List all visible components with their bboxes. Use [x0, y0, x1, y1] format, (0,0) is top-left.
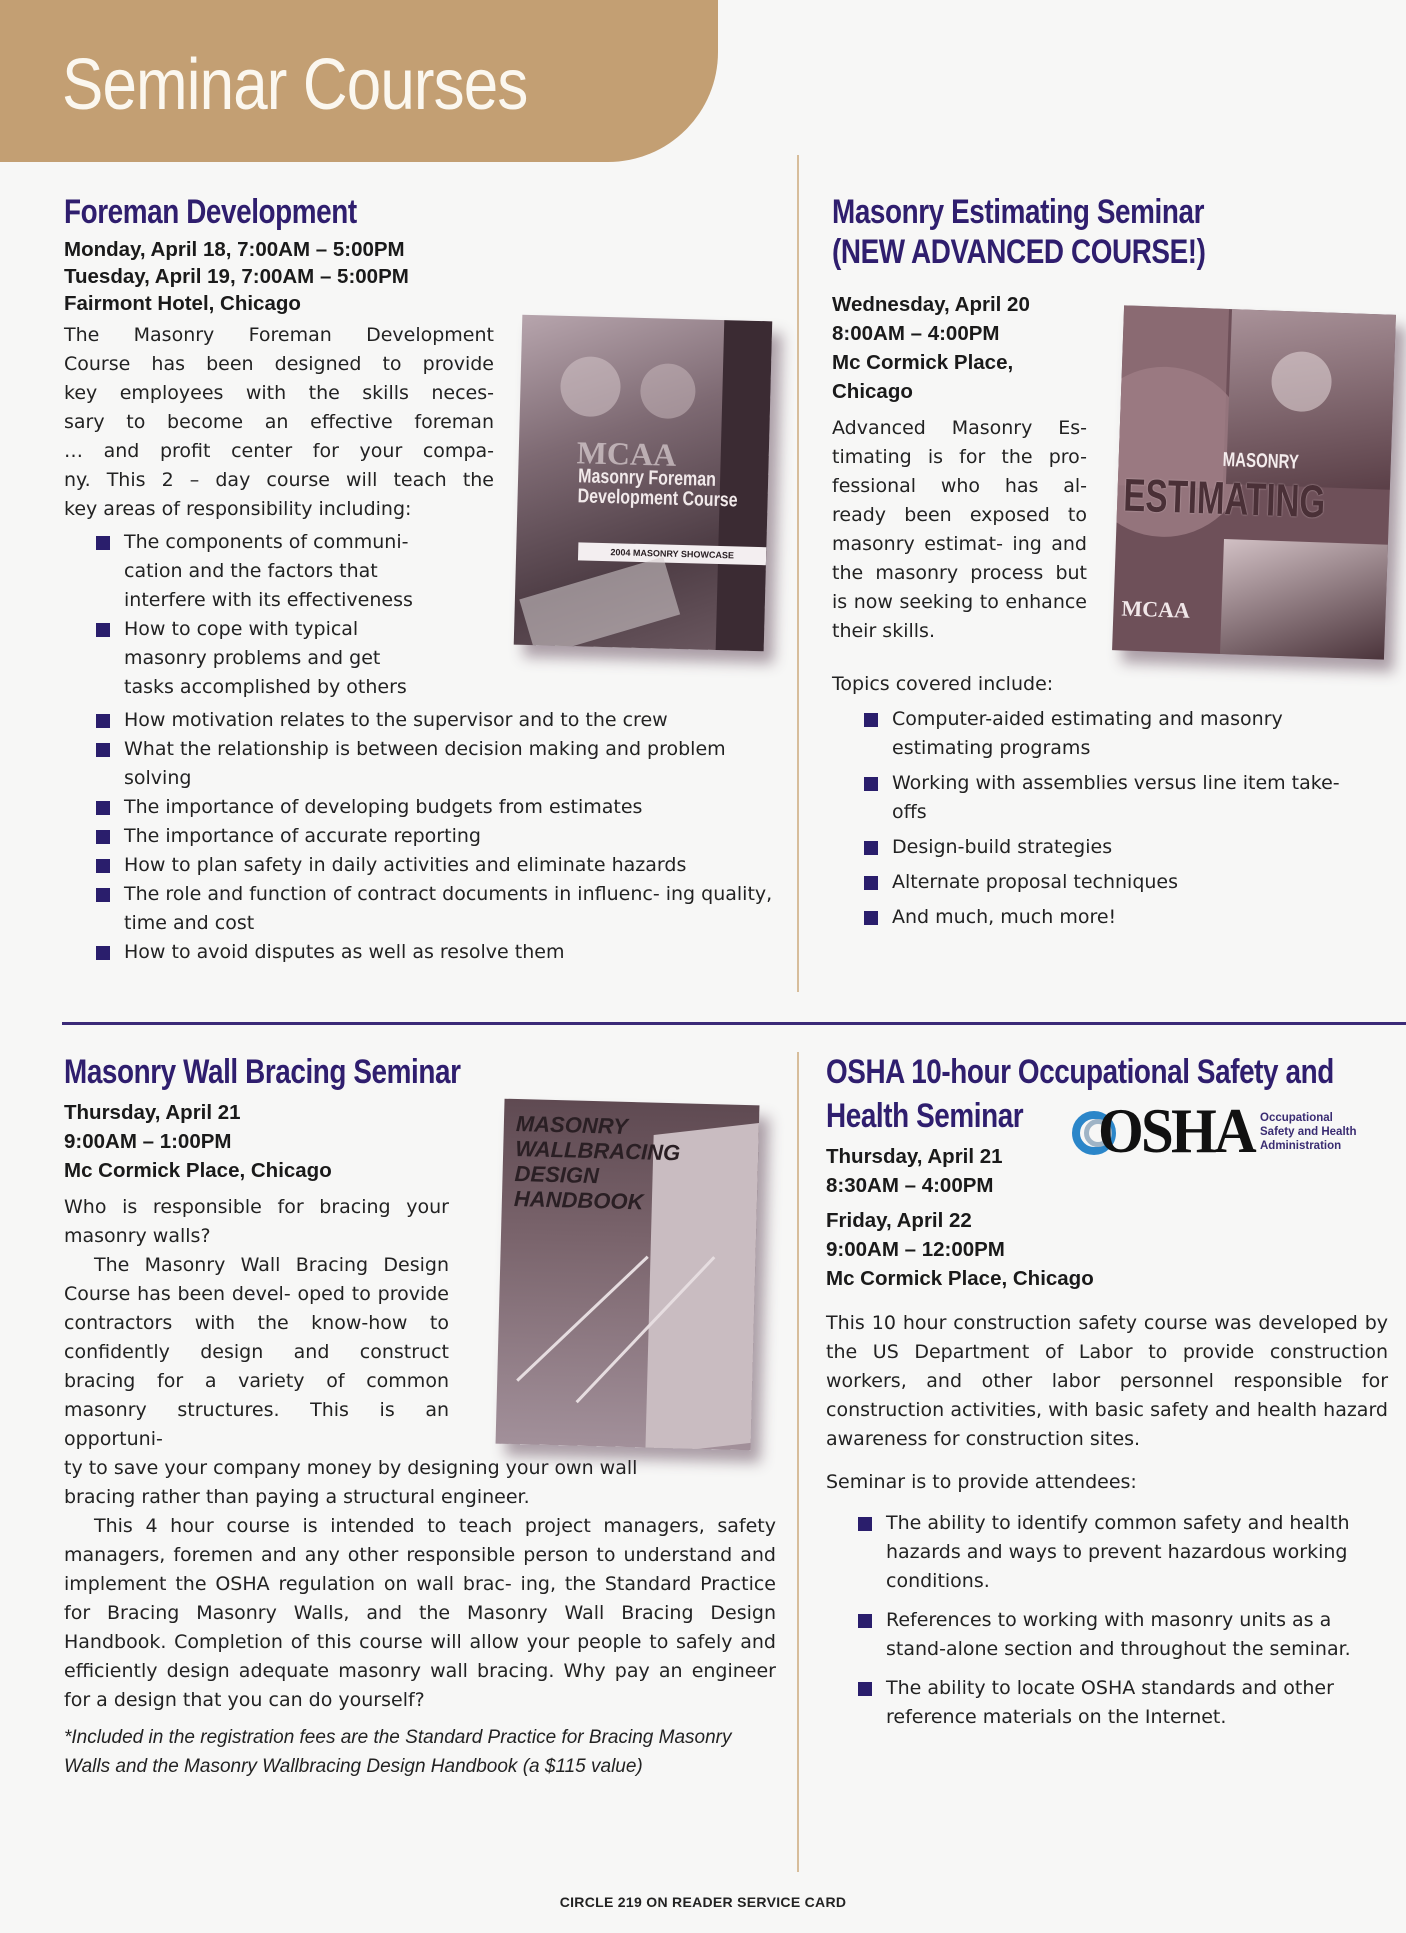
intro-line: Course has been designed to provide [64, 353, 494, 375]
book-strip: 2004 MASONRY SHOWCASE [578, 542, 766, 565]
intro-line: sary to become an effective foreman [64, 411, 494, 433]
worker-figure [640, 363, 696, 419]
blueprint-roll [519, 557, 680, 651]
book-title-line: Masonry Foreman [577, 465, 717, 491]
topics-label: Topics covered include: [832, 673, 1054, 695]
list-item: References to working with masonry units as a stand-alone section and throughout the seminar. [854, 1606, 1374, 1664]
intro: Advanced Masonry Es- timating is for the pro- fessional who has al- ready been exposed to masonry estimat- ing and the masonry process but is now seeking to enhance their skills. [832, 417, 1087, 642]
osha-logo [1072, 1095, 1402, 1166]
paragraph: This 10 hour construction safety course was developed by the US Department of Labor to provide construction workers, and other labor personnel responsible for construction activities, with basic safety and health hazard awareness for construction sites. [826, 1312, 1388, 1450]
paragraph: This 4 hour course is intended to teach project managers, safety managers, foremen and any other responsible person to understand and implement the OSHA regulation on wall brac- ing, the Standard Practice for Bracing Masonry Walls, and the Masonry Wall Bracing Design Handbook. Completion of this course will allow your people to safely and efficiently design adequate masonry wall bracing. Why pay an engineer for a design that you can do yourself? [64, 1515, 776, 1711]
brace-line [516, 1256, 649, 1382]
list-item: How motivation relates to the supervisor and to the crew [92, 706, 792, 735]
schedule [64, 236, 784, 317]
schedule-line: 8:00AM – 4:00PM [832, 322, 1000, 345]
foreman-book-cover [514, 315, 773, 651]
paragraph: The Masonry Wall Bracing Design Course has been devel- oped to provide contractors with the know-how to confidently design and construct bracing for a variety of common masonry structures. This is an opportuni- [64, 1254, 449, 1450]
list-item: And much, much more! [860, 903, 1370, 932]
schedule [826, 1206, 1396, 1293]
osha-logo-subtitle [1260, 1111, 1357, 1153]
list-item: The ability to locate OSHA standards and other reference materials on the Internet. [854, 1674, 1374, 1732]
list-item: The ability to identify common safety and health hazards and ways to prevent hazardous working conditions. [854, 1509, 1374, 1596]
reader-service-footer: CIRCLE 219 ON READER SERVICE CARD [559, 1894, 847, 1910]
venue: Mc Cormick Place, Chicago [64, 1159, 332, 1182]
venue: Mc Cormick Place, Chicago [826, 1267, 1094, 1290]
schedule-line: 8:30AM – 4:00PM [826, 1174, 994, 1197]
bullet-list [92, 528, 432, 702]
paragraph: ty to save your company money by designing your own wall bracing rather than paying a structural engineer. [64, 1457, 638, 1508]
schedule-line: Thursday, April 21 [64, 1101, 241, 1124]
book-logo: MCAA [576, 434, 677, 473]
schedule [832, 290, 1092, 406]
column-divider-top [797, 155, 799, 992]
intro [64, 321, 494, 524]
list-item: How to plan safety in daily activities and eliminate hazards [92, 851, 792, 880]
section-heading: Masonry Estimating Seminar [832, 193, 1205, 231]
schedule-line: Friday, April 22 [826, 1209, 972, 1232]
osha-subtitle-line: Administration [1260, 1140, 1342, 1152]
book-title-line: ESTIMATING [1122, 468, 1327, 528]
bullet-list [854, 1509, 1374, 1732]
book-logo: MCAA [1121, 595, 1191, 623]
book-title-line: Development Course [577, 485, 738, 512]
schedule-line: Monday, April 18, 7:00AM – 5:00PM [64, 238, 405, 261]
book-title-line: HANDBOOK [513, 1186, 644, 1215]
section-heading: Health Seminar [826, 1097, 1024, 1135]
osha-logo-text: OSHA [1098, 1095, 1254, 1166]
list-item: What the relationship is between decision making and problem solving [92, 735, 792, 793]
book-title-line: WALLBRACING [514, 1136, 681, 1166]
book-title [514, 1111, 682, 1215]
venue: Chicago [832, 380, 913, 403]
list-item: Alternate proposal techniques [860, 868, 1370, 897]
intro-line: The Masonry Foreman Development [64, 324, 494, 346]
list-item: How to avoid disputes as well as resolve them [92, 938, 792, 967]
intro-line: key areas of responsibility including: [64, 498, 412, 520]
book-title-line: MASONRY [1222, 448, 1300, 474]
intro-line: … and profit center for your compa- [64, 440, 494, 462]
cover-photo [1220, 539, 1388, 660]
section-divider [62, 1022, 1406, 1025]
bracing-book-cover [496, 1099, 760, 1451]
list-item: The importance of developing budgets from estimates [92, 793, 792, 822]
intro-line: key employees with the skills neces- [64, 382, 494, 404]
osha-subtitle-line: Safety and Health [1260, 1126, 1357, 1138]
intro-line: ny. This 2 – day course will teach the [64, 469, 494, 491]
section-heading: OSHA 10-hour Occupational Safety and [826, 1053, 1334, 1091]
list-item: Working with assemblies versus line item take-offs [860, 769, 1370, 827]
schedule-line: Thursday, April 21 [826, 1145, 1003, 1168]
section-heading: Foreman Development [64, 193, 357, 231]
section-heading-subtitle: (NEW ADVANCED COURSE!) [832, 233, 1206, 271]
schedule-line: 9:00AM – 1:00PM [64, 1130, 232, 1153]
bullet-list [92, 706, 792, 967]
list-item: The importance of accurate reporting [92, 822, 792, 851]
section-heading: Masonry Wall Bracing Seminar [64, 1053, 461, 1091]
bullet-list [860, 705, 1370, 932]
list-item: Computer-aided estimating and masonry estimating programs [860, 705, 1370, 763]
footnote: *Included in the registration fees are the Standard Practice for Bracing Masonry Walls and the Masonry Wallbracing Design Handbook (a $115 value) [64, 1727, 732, 1777]
schedule-line: 9:00AM – 12:00PM [826, 1238, 1005, 1261]
osha-subtitle-line: Occupational [1260, 1112, 1333, 1124]
schedule-line: Tuesday, April 19, 7:00AM – 5:00PM [64, 265, 409, 288]
list-item: Design-build strategies [860, 833, 1370, 862]
paragraph: Who is responsible for bracing your masonry walls? [64, 1196, 449, 1247]
column-divider-bottom [797, 1052, 799, 1872]
venue: Fairmont Hotel, Chicago [64, 292, 301, 315]
book-title-line: MASONRY [515, 1111, 629, 1139]
list-item: How to cope with typical masonry problems and get tasks accomplished by others [92, 615, 432, 702]
list-item: The components of communi- cation and the factors that interfere with its effectiveness [92, 528, 432, 615]
attendees-label: Seminar is to provide attendees: [826, 1471, 1137, 1493]
schedule-line: Wednesday, April 20 [832, 293, 1030, 316]
list-item: The role and function of contract documents in influenc- ing quality, time and cost [92, 880, 792, 938]
worker-figure [560, 356, 622, 418]
page-title: Seminar Courses [62, 45, 528, 125]
book-title [577, 466, 738, 510]
book-title-line: DESIGN [514, 1161, 600, 1189]
venue: Mc Cormick Place, [832, 351, 1014, 374]
estimating-book-cover [1112, 305, 1396, 659]
